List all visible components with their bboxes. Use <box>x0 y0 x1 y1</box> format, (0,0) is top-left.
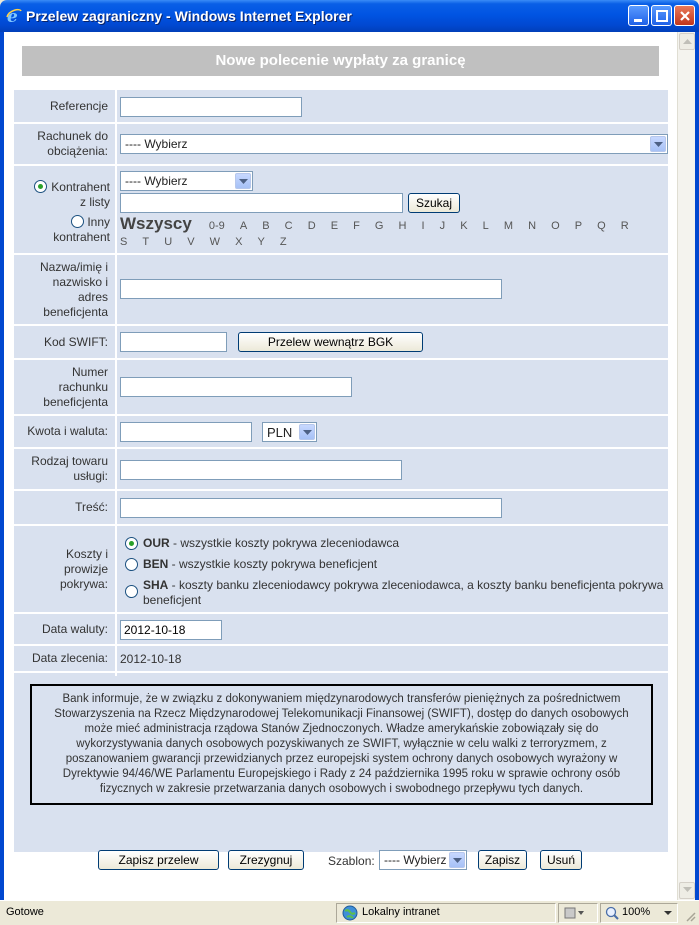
status-bar <box>0 900 699 925</box>
zoom-level: 100% <box>622 906 651 918</box>
scroll-up-button[interactable] <box>679 33 695 50</box>
row-koszty <box>14 526 668 614</box>
numer-label: Numer rachunku beneficjenta <box>43 364 108 409</box>
alphabet-link[interactable]: I <box>421 220 425 232</box>
alphabet-link[interactable]: U <box>164 236 173 248</box>
kontrahent-z-listy-radio[interactable] <box>34 180 47 193</box>
template-delete-button[interactable]: Usuń <box>540 850 582 870</box>
tresc-label: Treść: <box>75 500 108 514</box>
title-input[interactable] <box>120 498 502 518</box>
chevron-down-icon[interactable] <box>299 424 315 440</box>
row-beneficjent <box>14 255 668 326</box>
row-data-zlecenia <box>14 646 668 673</box>
inny-kontrahent-label: Inny kontrahent <box>53 215 110 244</box>
rachunek-label: Rachunek do obciążenia: <box>37 129 108 158</box>
column-divider <box>115 255 117 324</box>
template-label: Szablon: <box>328 854 375 868</box>
transfer-form <box>14 90 668 699</box>
alphabet-link[interactable]: B <box>262 220 270 232</box>
template-save-button[interactable]: Zapisz <box>478 850 527 870</box>
amount-input[interactable] <box>120 422 252 442</box>
alphabet-all-link[interactable]: Wszyscy <box>120 214 192 233</box>
referencje-input[interactable] <box>120 97 302 117</box>
koszty-ben-code: BEN <box>143 557 169 571</box>
alphabet-link[interactable]: S <box>120 236 128 248</box>
zoom-icon <box>605 906 619 920</box>
alphabet-link[interactable]: A <box>239 220 248 232</box>
row-data-waluty <box>14 614 668 646</box>
koszty-sha-code: SHA <box>143 578 169 592</box>
column-divider <box>115 614 117 644</box>
chevron-down-icon <box>683 887 692 893</box>
currency-select[interactable] <box>262 422 317 442</box>
kontrahent-search-input[interactable] <box>120 193 403 213</box>
alphabet-link[interactable]: W <box>209 236 221 248</box>
title-bar[interactable] <box>0 0 699 32</box>
alphabet-link[interactable]: G <box>374 220 384 232</box>
maximize-icon <box>652 6 673 27</box>
koszty-ben-radio[interactable] <box>125 558 138 571</box>
window-title: Przelew zagraniczny - Windows Internet Explorer <box>26 8 352 24</box>
goods-type-input[interactable] <box>120 460 402 480</box>
column-divider <box>115 449 117 489</box>
column-divider <box>115 526 117 612</box>
alphabet-link[interactable]: K <box>460 220 468 232</box>
kontrahent-select-value: ---- Wybierz <box>125 174 188 188</box>
row-tresc <box>14 491 668 526</box>
zone-text: Lokalny intranet <box>362 906 440 918</box>
row-kwota <box>14 416 668 449</box>
alphabet-link[interactable]: T <box>142 236 150 248</box>
template-select[interactable] <box>379 850 467 870</box>
chevron-down-icon[interactable] <box>235 173 251 189</box>
scroll-down-button[interactable] <box>679 882 695 899</box>
koszty-sha-label <box>143 578 668 608</box>
chevron-down-icon[interactable] <box>664 911 672 916</box>
koszty-label: Koszty i prowizje pokrywa: <box>59 546 108 591</box>
alphabet-link[interactable]: M <box>503 220 513 232</box>
alphabet-link[interactable]: Y <box>257 236 265 248</box>
swift-notice: Bank informuje, że w związku z dokonywaniem międzynarodowych transferów pieniężnych za pośrednictwem Stowarzyszenia na Rzecz Międzynarodowej Telekomunikacji Finansowej (SWIFT), dostęp do danych osobowych może mieć administracja rządowa Stanów Zjednoczonych. Władze amerykańskie zobowiązały się do wykorzystywania danych osobowych pozyskiwanych ze SWIFT, wyłącznie w celu walki z terroryzmem, z poszanowaniem gwarancji przewidzianych przez europejski system ochrony danych osobowych wyrażony w Dyrektywie 94/46/WE Parlamentu Europejskiego i Rady z 24 października 1995 roku w sprawie ochrony osób fizycznych w zakresie przetwarzania danych osobowych i swobodnego przepływu tych danych. <box>30 684 653 805</box>
koszty-our-label <box>143 536 399 551</box>
kontrahent-select[interactable] <box>120 171 253 191</box>
bgk-transfer-button[interactable]: Przelew wewnątrz BGK <box>238 332 423 352</box>
resize-grip-icon[interactable] <box>684 910 696 922</box>
alphabet-link[interactable]: Z <box>279 236 287 248</box>
koszty-our-code: OUR <box>143 536 170 550</box>
alphabet-link[interactable]: 0-9 <box>208 220 225 232</box>
globe-icon <box>342 905 358 921</box>
beneficjent-label: Nazwa/imię i nazwisko i adres beneficjenta <box>39 259 108 319</box>
alphabet-link[interactable]: H <box>398 220 407 232</box>
row-kontrahent <box>14 166 668 255</box>
save-transfer-button[interactable]: Zapisz przelew <box>98 850 219 870</box>
column-divider <box>115 416 117 447</box>
swift-label: Kod SWIFT: <box>43 334 108 349</box>
alphabet-link[interactable]: C <box>284 220 293 232</box>
row-swift <box>14 326 668 360</box>
kwota-label: Kwota i waluta: <box>27 424 108 438</box>
value-date-input[interactable] <box>120 620 222 640</box>
protected-mode-icon <box>563 906 585 920</box>
row-referencje <box>14 90 668 124</box>
alphabet-link[interactable]: O <box>551 220 560 232</box>
alphabet-link[interactable]: Q <box>597 220 606 232</box>
data-zlecenia-value: 2012-10-18 <box>120 652 182 666</box>
alphabet-link[interactable]: X <box>235 236 243 248</box>
svg-text:e: e <box>7 7 18 25</box>
data-zlecenia-label: Data zlecenia: <box>31 651 108 665</box>
koszty-our-radio[interactable] <box>125 537 138 550</box>
column-divider <box>115 360 117 414</box>
row-towar <box>14 449 668 491</box>
swift-input[interactable] <box>120 332 227 352</box>
referencje-label: Referencje <box>49 98 108 113</box>
currency-select-value: PLN <box>267 425 293 440</box>
alphabet-link[interactable]: D <box>307 220 316 232</box>
vertical-scrollbar[interactable] <box>677 32 695 900</box>
page-heading: Nowe polecenie wypłaty za granicę <box>22 46 659 76</box>
rachunek-select[interactable] <box>120 134 668 154</box>
chevron-down-icon[interactable] <box>650 136 666 152</box>
chevron-down-icon[interactable] <box>449 852 465 868</box>
column-divider <box>115 124 117 164</box>
rachunek-select-value: ---- Wybierz <box>125 137 188 151</box>
alphabet-filter <box>120 216 660 250</box>
chevron-up-icon <box>683 38 692 44</box>
koszty-sha-text: - koszty banku zleceniodawcy pokrywa zleceniodawca, a koszty banku beneficjenta pokrywa beneficjent <box>143 578 664 607</box>
column-divider <box>115 646 117 671</box>
internet-explorer-icon <box>5 7 23 25</box>
column-divider <box>115 90 117 122</box>
close-button[interactable] <box>674 5 695 26</box>
account-number-input[interactable] <box>120 377 352 397</box>
koszty-ben-label <box>143 557 377 572</box>
column-divider <box>115 166 117 253</box>
beneficjent-input[interactable] <box>120 279 502 299</box>
row-numer <box>14 360 668 416</box>
alphabet-link[interactable]: N <box>528 220 537 232</box>
column-divider <box>115 491 117 524</box>
minimize-icon <box>629 6 650 27</box>
kontrahent-z-listy-label: Kontrahent z listy <box>51 180 110 209</box>
maximize-button[interactable] <box>651 5 672 26</box>
koszty-our-text: - wszystkie koszty pokrywa zleceniodawca <box>169 536 400 550</box>
cancel-button[interactable]: Zrezygnuj <box>228 850 304 870</box>
alphabet-link[interactable]: L <box>482 220 489 232</box>
row-rachunek <box>14 124 668 166</box>
column-divider <box>115 326 117 358</box>
alphabet-link[interactable]: E <box>330 220 339 232</box>
status-text: Gotowe <box>6 906 44 918</box>
koszty-sha-radio[interactable] <box>125 585 138 598</box>
towar-label: Rodzaj towaru usługi: <box>31 454 108 483</box>
alphabet-link[interactable]: V <box>187 236 195 248</box>
alphabet-link[interactable]: F <box>353 220 360 232</box>
page-viewport <box>4 32 677 900</box>
minimize-button[interactable] <box>628 5 649 26</box>
alphabet-link[interactable]: J <box>439 220 446 232</box>
alphabet-link[interactable]: R <box>620 220 629 232</box>
data-waluty-label: Data waluty: <box>41 621 108 636</box>
template-select-value: ---- Wybierz <box>384 853 447 867</box>
search-button[interactable]: Szukaj <box>408 193 460 213</box>
koszty-ben-text: - wszystkie koszty pokrywa beneficjent <box>168 557 378 571</box>
close-icon <box>675 6 696 27</box>
alphabet-link[interactable]: P <box>574 220 583 232</box>
